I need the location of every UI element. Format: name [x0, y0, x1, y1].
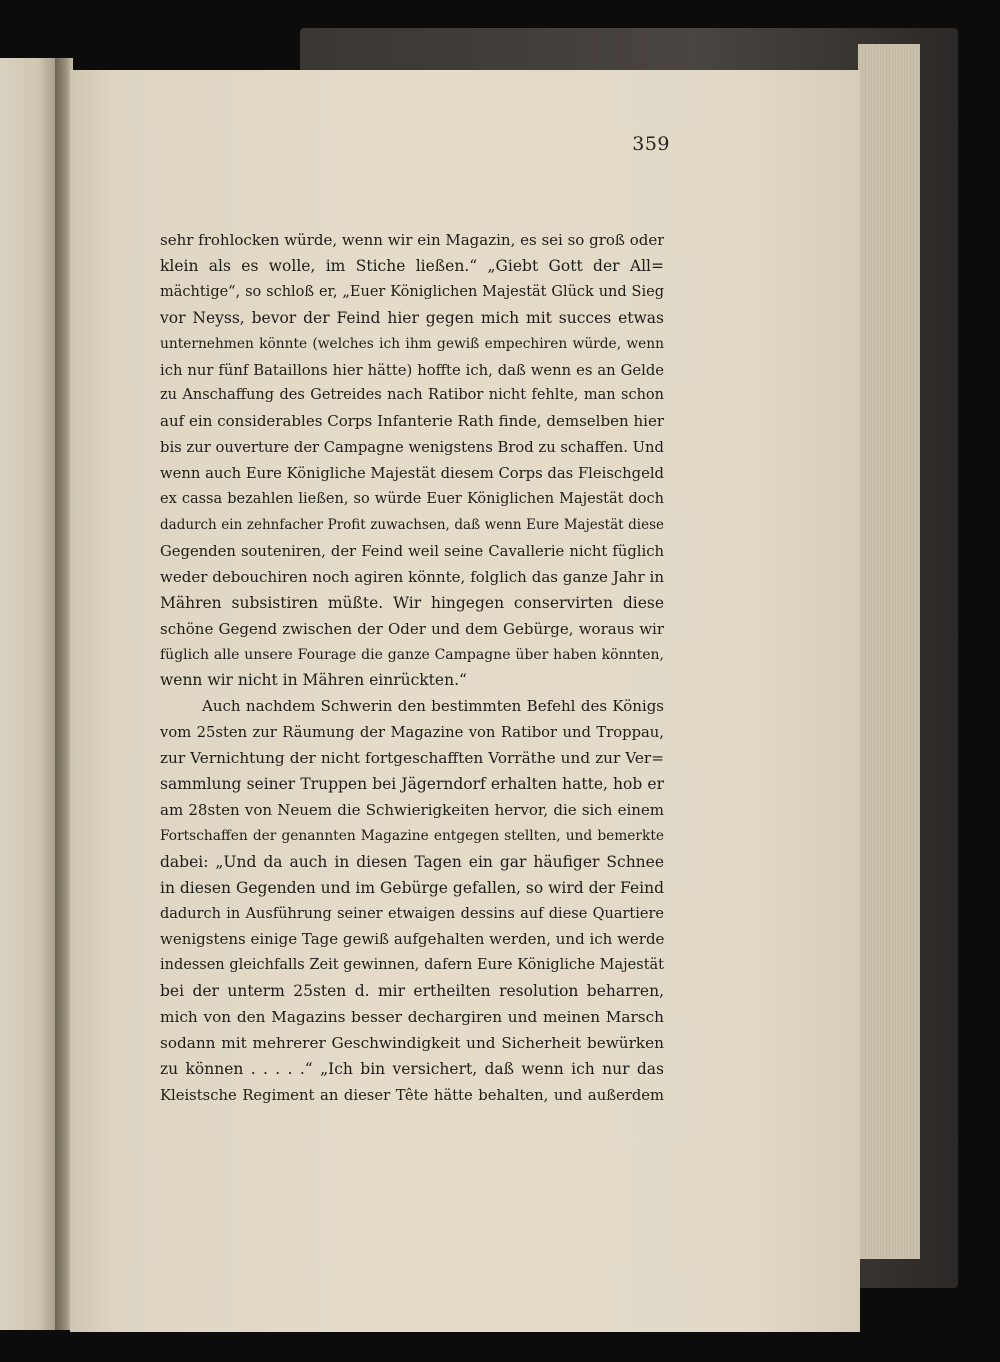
text-line: indessen gleichfalls Zeit gewinnen, dafern Eure Königliche Majestät [160, 957, 664, 974]
text-line: auf ein considerables Corps Infanterie Rath finde, demselben hier [160, 412, 664, 431]
text-line: ex cassa bezahlen ließen, so würde Euer Königlichen Majestät doch [160, 491, 664, 508]
text-line: ich nur fünf Bataillons hier hätte) hoffte ich, daß wenn es an Gelde [160, 361, 664, 379]
text-line: zu können . . . . .“ „Ich bin versichert, daß wenn ich nur das [160, 1060, 664, 1078]
text-line: bis zur ouverture der Campagne wenigstens Brod zu schaffen. Und [160, 439, 664, 457]
text-line: wenn wir nicht in Mähren einrückten.“ [160, 671, 467, 690]
text-line: zu Anschaffung des Getreides nach Ratibor nicht fehlte, man schon [160, 387, 664, 404]
text-line: sehr frohlocken würde, wenn wir ein Magazin, es sei so groß oder [160, 231, 664, 249]
text-line: unternehmen könnte (welches ich ihm gewiß empechiren würde, wenn [160, 335, 664, 352]
text-line: wenn auch Eure Königliche Majestät diesem Corps das Fleischgeld [160, 465, 664, 483]
text-line: Fortschaffen der genannten Magazine entgegen stellten, und bemerkte [160, 827, 664, 844]
text-line: sodann mit mehrerer Geschwindigkeit und Sicherheit bewürken [160, 1034, 664, 1053]
text-line: sammlung seiner Truppen bei Jägerndorf erhalten hatte, hob er [160, 775, 664, 794]
text-line: dadurch ein zehnfacher Profit zuwachsen, daß wenn Eure Majestät diese [160, 516, 664, 533]
left-page [0, 58, 55, 1330]
text-line: vor Neyss, bevor der Feind hier gegen mich mit succes etwas [160, 308, 664, 327]
text-line: vom 25sten zur Räumung der Magazine von Ratibor und Troppau, [160, 724, 664, 742]
text-line: wenigstens einige Tage gewiß aufgehalten werden, und ich werde [160, 930, 664, 949]
text-line: weder debouchiren noch agiren könnte, folglich das ganze Jahr in [160, 567, 664, 586]
text-line: füglich alle unsere Fourage die ganze Campagne über haben könnten, [160, 646, 664, 663]
page-number: 359 [632, 133, 670, 155]
text-line: klein als es wolle, im Stiche ließen.“ „Giebt Gott der All= [160, 256, 664, 275]
text-line: dabei: „Und da auch in diesen Tagen ein gar häufiger Schnee [160, 852, 664, 871]
text-line: zur Vernichtung der nicht fortgeschafften Vorräthe und zur Ver= [160, 749, 664, 768]
text-line: in diesen Gegenden und im Gebürge gefallen, so wird der Feind [160, 878, 664, 897]
text-line: Gegenden souteniren, der Feind weil seine Cavallerie nicht füglich [160, 542, 664, 560]
text-line: Auch nachdem Schwerin den bestimmten Befehl des Königs [202, 697, 664, 716]
body-text [160, 228, 664, 1109]
text-line: Mähren subsistiren müßte. Wir hingegen conservirten diese [160, 593, 664, 612]
page-edges [858, 44, 920, 1259]
text-line: dadurch in Ausführung seiner etwaigen dessins auf diese Quartiere [160, 905, 664, 922]
text-line: am 28sten von Neuem die Schwierigkeiten hervor, die sich einem [160, 800, 664, 819]
text-line: mächtige“, so schloß er, „Euer Königlichen Majestät Glück und Sieg [160, 283, 664, 300]
text-line: bei der unterm 25sten d. mir ertheilten resolution beharren, [160, 982, 664, 1001]
text-line: Kleistsche Regiment an dieser Tête hätte behalten, und außerdem [160, 1086, 664, 1104]
text-line: schöne Gegend zwischen der Oder und dem Gebürge, woraus wir [160, 619, 664, 638]
text-line: mich von den Magazins besser dechargiren und meinen Marsch [160, 1008, 664, 1027]
